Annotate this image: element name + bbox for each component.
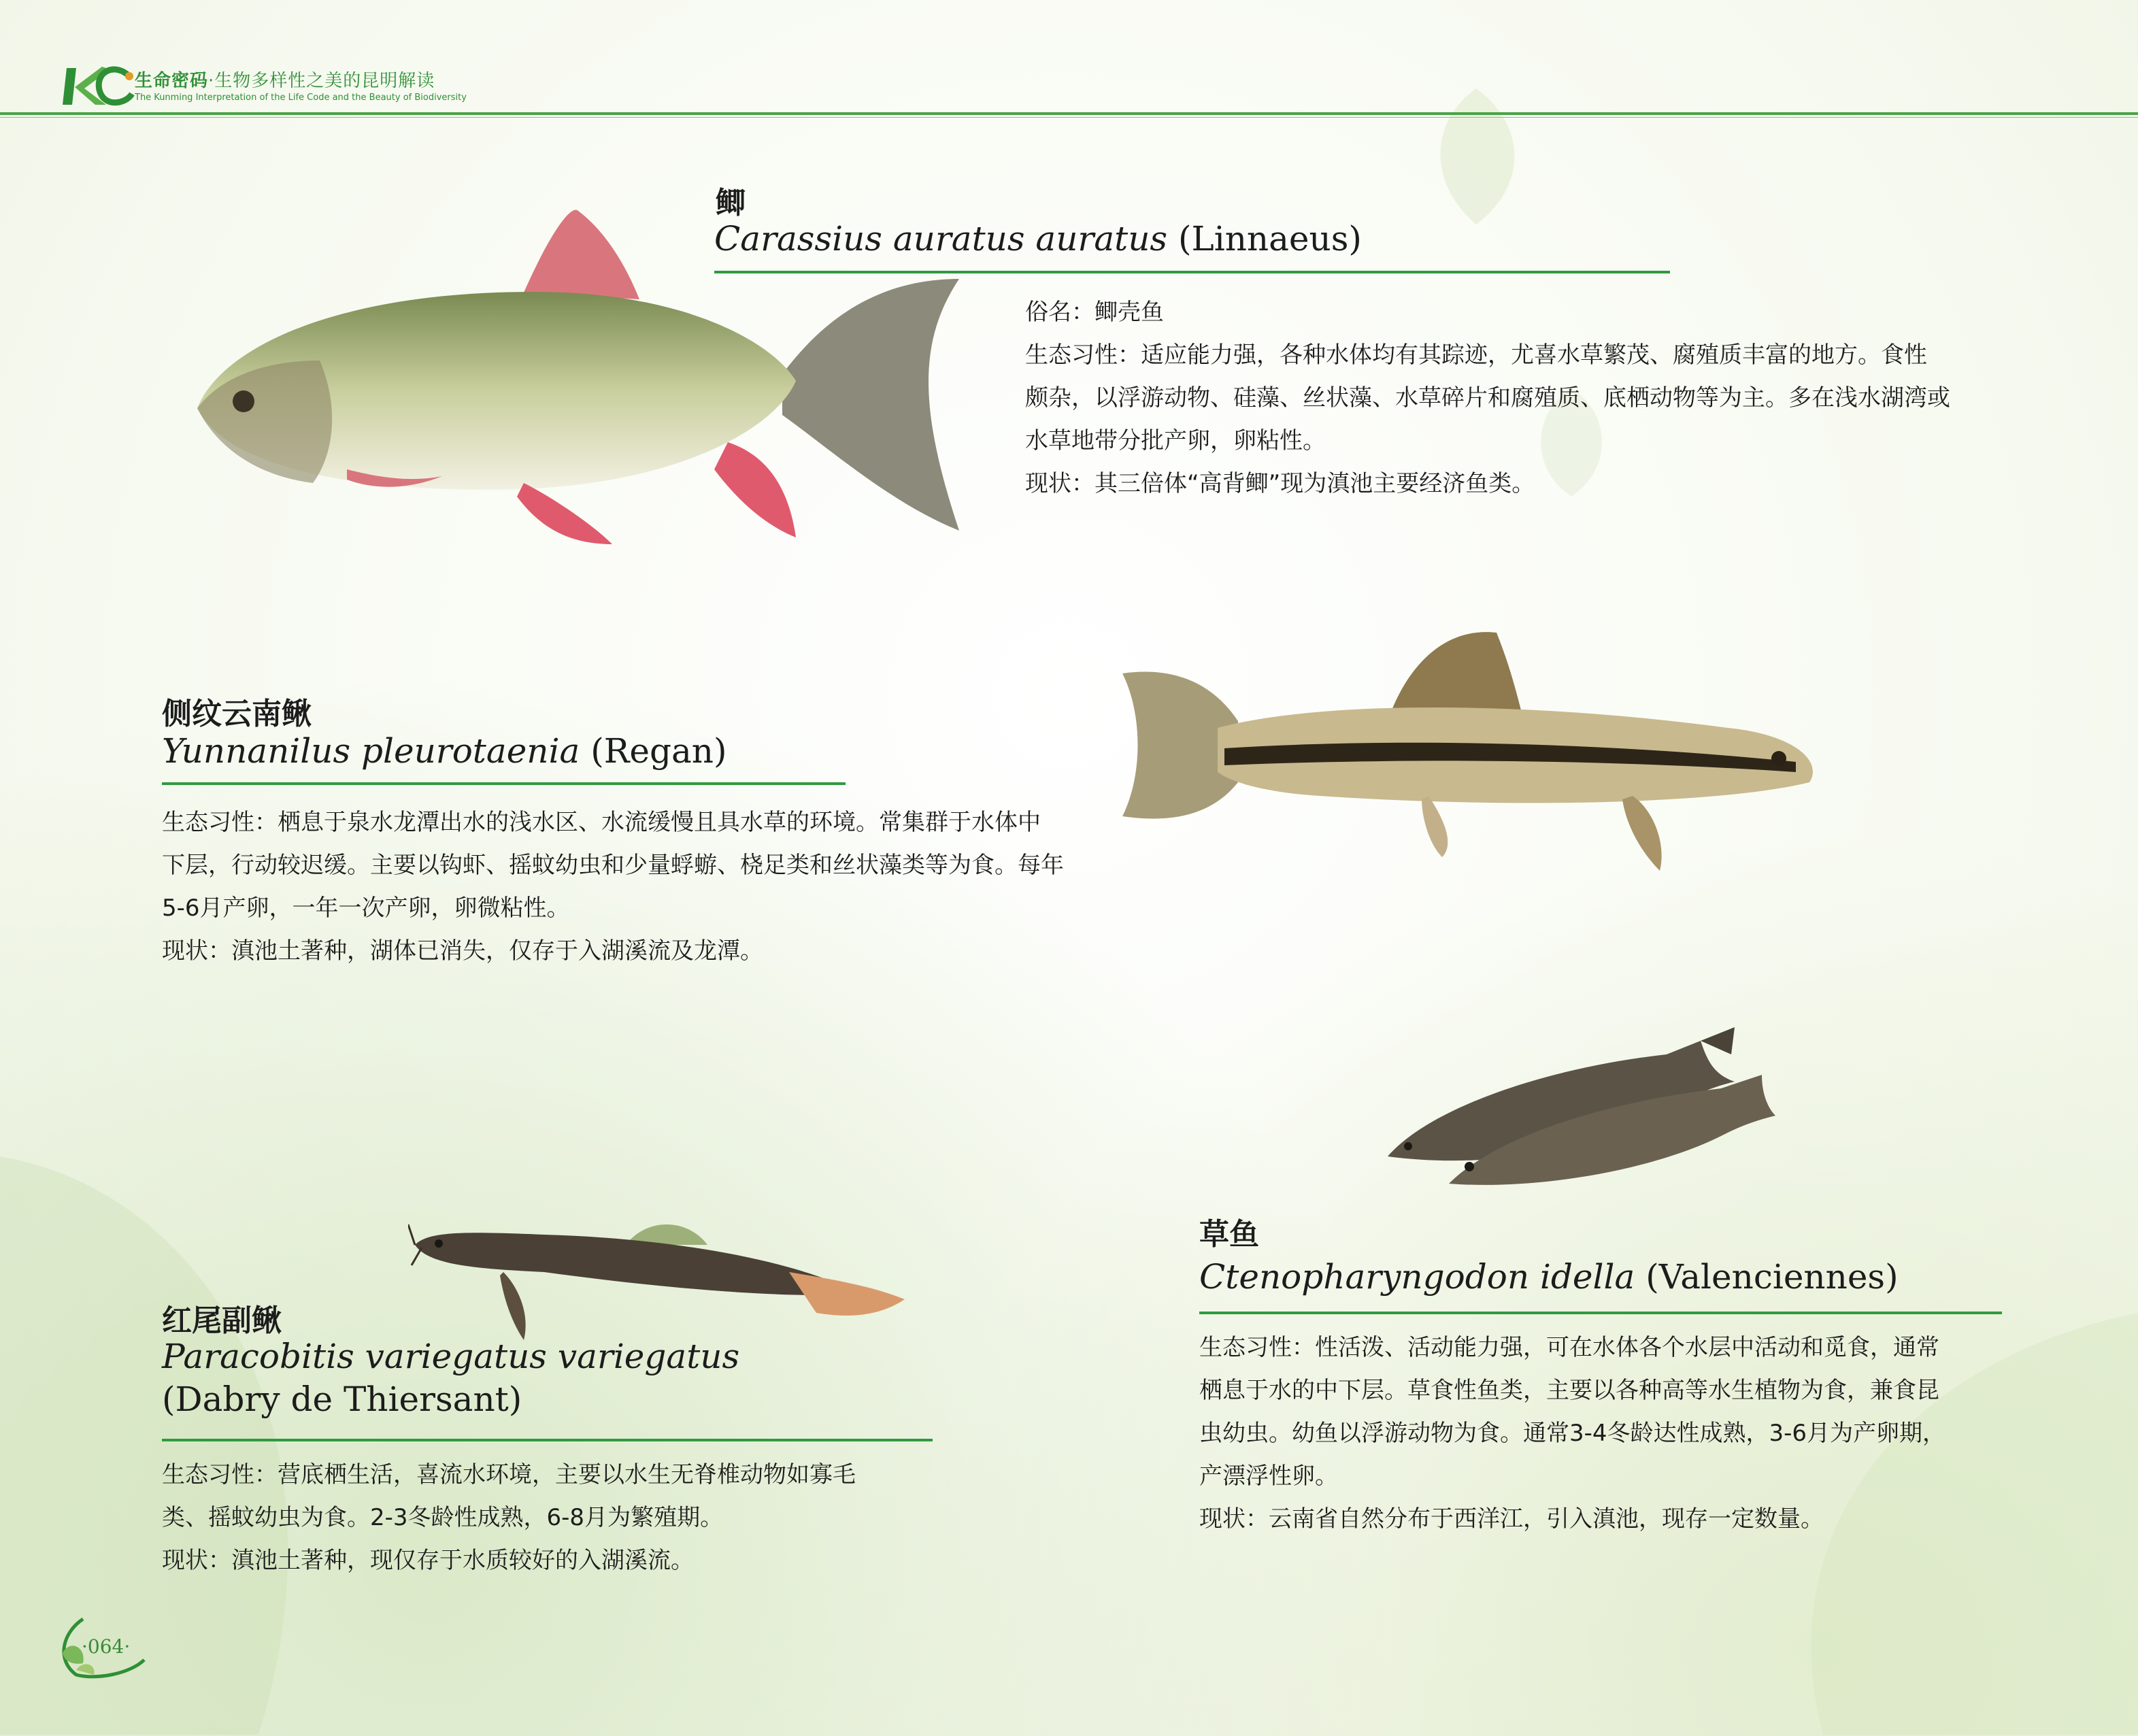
species-description: 生态习性：性活泼、活动能力强，可在水体各个水层中活动和觅食，通常 栖息于水的中下层。草食性鱼类，主要以各种高等水生植物为食，兼食昆 虫幼虫。幼鱼以浮游动物为食。通常3-4冬龄达性成熟，3-6月为产卵期， 产漂浮性卵。 现状：云南省自然分布于西洋江，引入滇池，现存一定数量。 <box>1199 1334 1946 1533</box>
brand-title: 生命密码·生物多样性之美的昆明解读 <box>135 71 435 91</box>
species-sci-name: Ctenopharyngodon idella (Valenciennes) <box>1199 1257 1899 1297</box>
brand-subtitle-en: The Kunming Interpretation of the Life Code and the Beauty of Biodiversity <box>135 93 467 103</box>
section-divider <box>162 782 846 785</box>
red-tail-loach-illustration <box>408 1218 912 1340</box>
species-description: 俗名：鲫壳鱼 生态习性：适应能力强，各种水体均有其踪迹，尤喜水草繁茂、腐殖质丰富的地方。食性 颇杂，以浮游动物、硅藻、丝状藻、水草碎片和腐殖质、底栖动物等为主。多在浅水湖湾或 水草地带分批产卵，卵粘性。 现状：其三倍体“高背鲫”现为滇池主要经济鱼类。 <box>1025 299 1950 497</box>
species-description: 生态习性：营底栖生活，喜流水环境，主要以水生无脊椎动物如寡毛 类、摇蚊幼虫为食。2-3冬龄性成熟，6-8月为繁殖期。 现状：滇池土著种，现仅存于水质较好的入湖溪流。 <box>162 1461 856 1574</box>
species-sci-name: Paracobitis variegatus variegatus (Dabry de Thiersant) <box>162 1337 740 1419</box>
species-cn-name: 草鱼 <box>1199 1217 1259 1252</box>
section-divider <box>714 271 1670 273</box>
header-divider <box>0 112 2138 115</box>
page-number: ·064· <box>49 1612 151 1683</box>
header-divider-thin <box>0 117 2138 118</box>
kc-logo-icon <box>61 63 136 110</box>
species-cn-name: 红尾副鳅 <box>162 1303 282 1338</box>
species-description: 生态习性：栖息于泉水龙潭出水的浅水区、水流缓慢且具水草的环境。常集群于水体中 下层，行动较迟缓。主要以钩虾、摇蚊幼虫和少量蜉蝣、桡足类和丝状藻类等为食。每年 5-6月产卵，一年一次产卵，卵微粘性。 现状：滇池土著种，湖体已消失，仅存于入湖溪流及龙潭。 <box>162 809 1064 965</box>
species-cn-name: 侧纹云南鳅 <box>162 697 312 731</box>
species-sci-name: Carassius auratus auratus (Linnaeus) <box>714 219 1362 258</box>
species-cn-name: 鲫 <box>716 186 746 220</box>
loach-illustration <box>1116 626 1823 878</box>
section-divider <box>1199 1312 2002 1314</box>
section-divider <box>162 1439 933 1441</box>
background-leaf-icon <box>1415 82 1537 231</box>
grass-carp-illustration <box>1381 1027 1775 1194</box>
species-sci-name: Yunnanilus pleurotaenia (Regan) <box>162 731 727 771</box>
